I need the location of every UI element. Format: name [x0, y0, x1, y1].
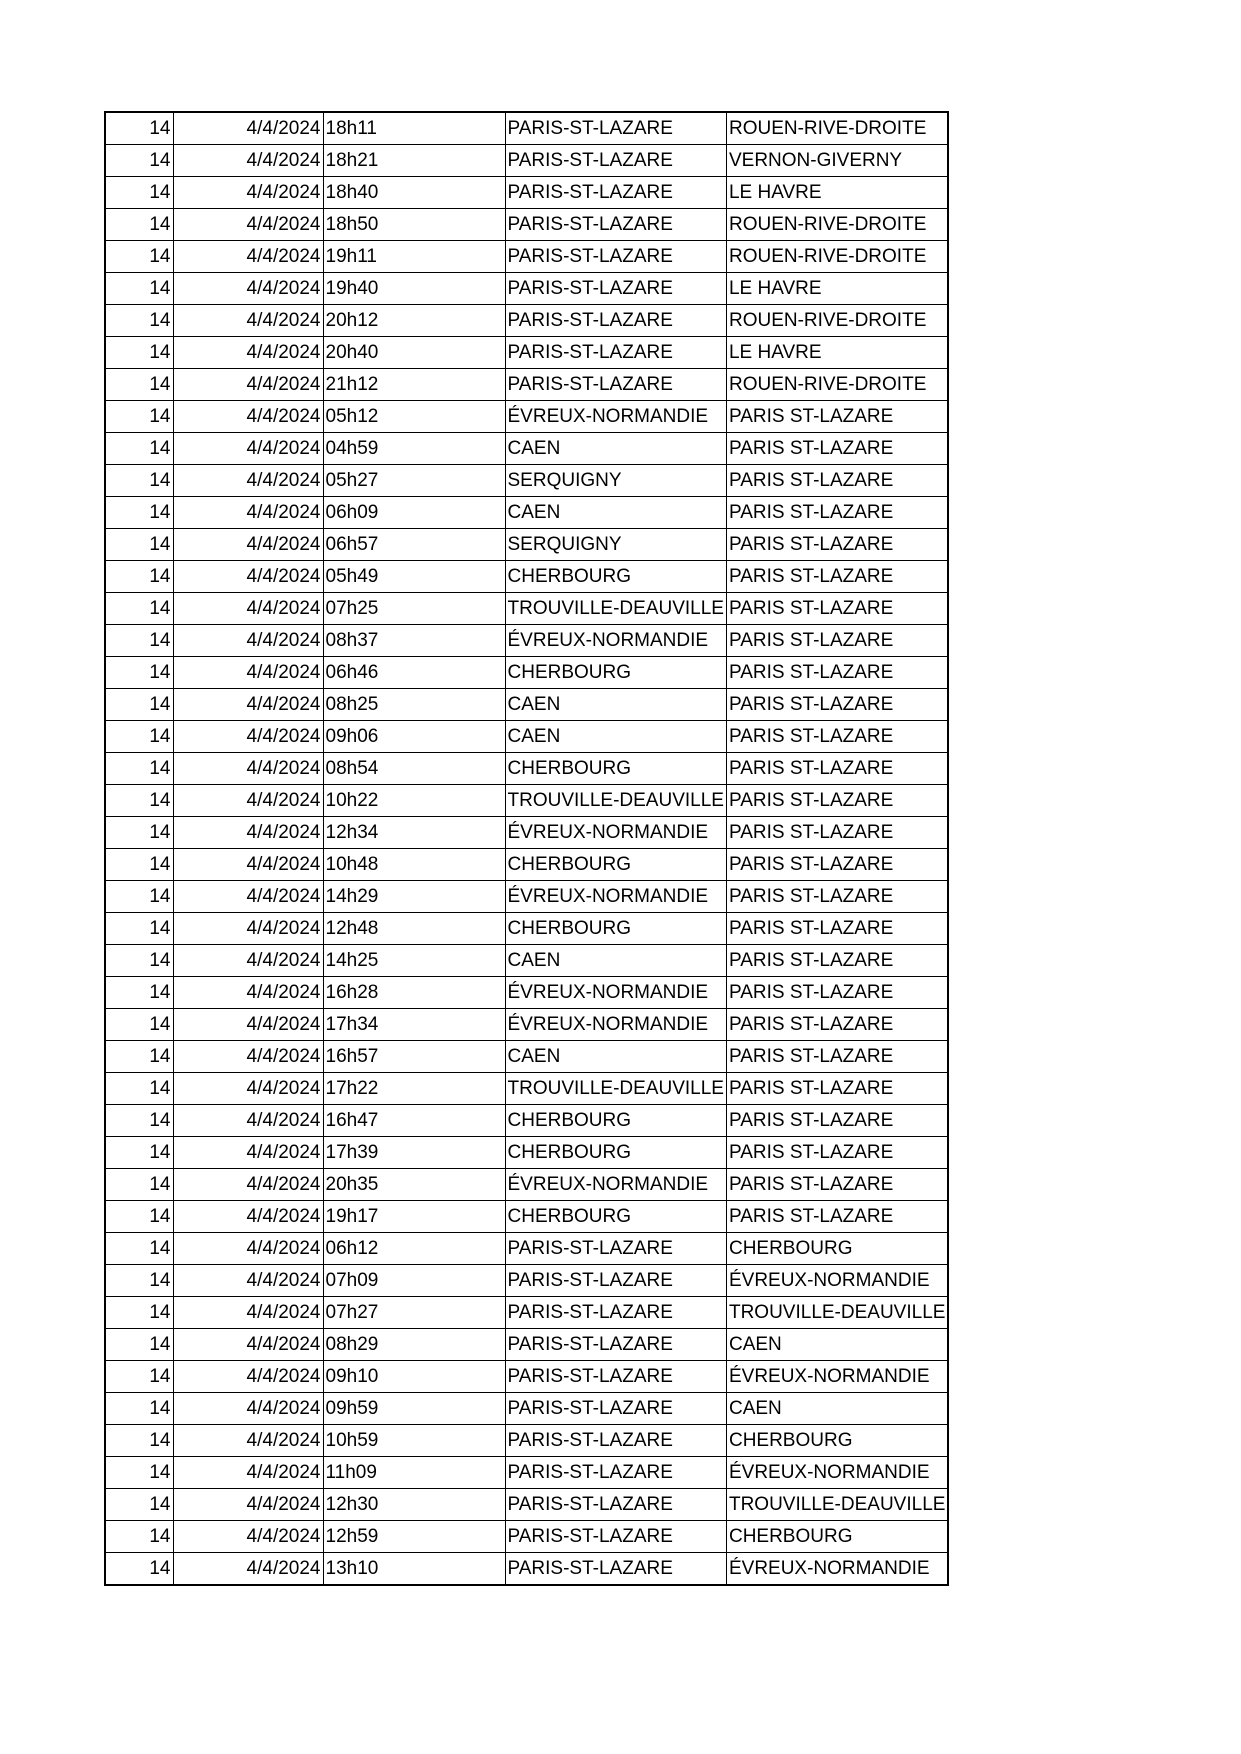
origin-station-cell: PARIS-ST-LAZARE [505, 177, 726, 209]
line-number-cell: 14 [105, 497, 173, 529]
destination-station-cell: PARIS ST-LAZARE [726, 1169, 948, 1201]
destination-station-cell: PARIS ST-LAZARE [726, 1105, 948, 1137]
line-number-cell: 14 [105, 465, 173, 497]
table-row [105, 433, 948, 465]
table-row [105, 1265, 948, 1297]
table-row [105, 145, 948, 177]
date-cell: 4/4/2024 [173, 1297, 323, 1329]
destination-station-cell: PARIS ST-LAZARE [726, 1041, 948, 1073]
line-number-cell: 14 [105, 1361, 173, 1393]
line-number-cell: 14 [105, 305, 173, 337]
origin-station-cell: CAEN [505, 1041, 726, 1073]
departure-time-cell: 05h49 [323, 561, 505, 593]
line-number-cell: 14 [105, 849, 173, 881]
date-cell: 4/4/2024 [173, 1265, 323, 1297]
table-row [105, 721, 948, 753]
origin-station-cell: PARIS-ST-LAZARE [505, 1521, 726, 1553]
departure-time-cell: 09h10 [323, 1361, 505, 1393]
origin-station-cell: PARIS-ST-LAZARE [505, 112, 726, 145]
departure-time-cell: 07h25 [323, 593, 505, 625]
date-cell: 4/4/2024 [173, 273, 323, 305]
schedule-table [104, 111, 949, 1586]
date-cell: 4/4/2024 [173, 1329, 323, 1361]
departure-time-cell: 12h30 [323, 1489, 505, 1521]
destination-station-cell: ROUEN-RIVE-DROITE [726, 112, 948, 145]
table-row [105, 785, 948, 817]
departure-time-cell: 10h59 [323, 1425, 505, 1457]
origin-station-cell: CHERBOURG [505, 753, 726, 785]
departure-time-cell: 06h12 [323, 1233, 505, 1265]
table-row [105, 529, 948, 561]
destination-station-cell: PARIS ST-LAZARE [726, 881, 948, 913]
destination-station-cell: ÉVREUX-NORMANDIE [726, 1457, 948, 1489]
date-cell: 4/4/2024 [173, 561, 323, 593]
destination-station-cell: ROUEN-RIVE-DROITE [726, 369, 948, 401]
table-row [105, 112, 948, 145]
origin-station-cell: ÉVREUX-NORMANDIE [505, 1009, 726, 1041]
destination-station-cell: PARIS ST-LAZARE [726, 913, 948, 945]
table-row [105, 945, 948, 977]
line-number-cell: 14 [105, 1009, 173, 1041]
departure-time-cell: 14h25 [323, 945, 505, 977]
line-number-cell: 14 [105, 1137, 173, 1169]
departure-time-cell: 12h48 [323, 913, 505, 945]
table-row [105, 209, 948, 241]
table-row [105, 625, 948, 657]
departure-time-cell: 10h22 [323, 785, 505, 817]
origin-station-cell: CAEN [505, 689, 726, 721]
origin-station-cell: PARIS-ST-LAZARE [505, 273, 726, 305]
line-number-cell: 14 [105, 721, 173, 753]
departure-time-cell: 12h34 [323, 817, 505, 849]
departure-time-cell: 19h40 [323, 273, 505, 305]
departure-time-cell: 06h57 [323, 529, 505, 561]
line-number-cell: 14 [105, 625, 173, 657]
table-row [105, 977, 948, 1009]
destination-station-cell: PARIS ST-LAZARE [726, 657, 948, 689]
table-row [105, 1169, 948, 1201]
line-number-cell: 14 [105, 241, 173, 273]
line-number-cell: 14 [105, 273, 173, 305]
departure-time-cell: 11h09 [323, 1457, 505, 1489]
table-row [105, 1329, 948, 1361]
table-row [105, 1009, 948, 1041]
destination-station-cell: PARIS ST-LAZARE [726, 593, 948, 625]
date-cell: 4/4/2024 [173, 1201, 323, 1233]
table-row [105, 465, 948, 497]
destination-station-cell: ÉVREUX-NORMANDIE [726, 1265, 948, 1297]
origin-station-cell: PARIS-ST-LAZARE [505, 369, 726, 401]
table-row [105, 753, 948, 785]
line-number-cell: 14 [105, 401, 173, 433]
origin-station-cell: TROUVILLE-DEAUVILLE [505, 1073, 726, 1105]
line-number-cell: 14 [105, 785, 173, 817]
origin-station-cell: PARIS-ST-LAZARE [505, 1489, 726, 1521]
line-number-cell: 14 [105, 112, 173, 145]
date-cell: 4/4/2024 [173, 433, 323, 465]
destination-station-cell: CHERBOURG [726, 1521, 948, 1553]
line-number-cell: 14 [105, 689, 173, 721]
origin-station-cell: PARIS-ST-LAZARE [505, 1361, 726, 1393]
origin-station-cell: PARIS-ST-LAZARE [505, 1265, 726, 1297]
origin-station-cell: PARIS-ST-LAZARE [505, 1233, 726, 1265]
table-row [105, 1297, 948, 1329]
date-cell: 4/4/2024 [173, 785, 323, 817]
line-number-cell: 14 [105, 977, 173, 1009]
origin-station-cell: TROUVILLE-DEAUVILLE [505, 593, 726, 625]
departure-time-cell: 14h29 [323, 881, 505, 913]
origin-station-cell: SERQUIGNY [505, 465, 726, 497]
origin-station-cell: PARIS-ST-LAZARE [505, 1393, 726, 1425]
line-number-cell: 14 [105, 1297, 173, 1329]
table-row [105, 881, 948, 913]
line-number-cell: 14 [105, 369, 173, 401]
date-cell: 4/4/2024 [173, 369, 323, 401]
destination-station-cell: ROUEN-RIVE-DROITE [726, 241, 948, 273]
departure-time-cell: 17h34 [323, 1009, 505, 1041]
destination-station-cell: CAEN [726, 1329, 948, 1361]
origin-station-cell: TROUVILLE-DEAUVILLE [505, 785, 726, 817]
date-cell: 4/4/2024 [173, 112, 323, 145]
departure-time-cell: 17h39 [323, 1137, 505, 1169]
origin-station-cell: CHERBOURG [505, 1201, 726, 1233]
departure-time-cell: 21h12 [323, 369, 505, 401]
date-cell: 4/4/2024 [173, 1041, 323, 1073]
destination-station-cell: PARIS ST-LAZARE [726, 497, 948, 529]
table-row [105, 593, 948, 625]
origin-station-cell: PARIS-ST-LAZARE [505, 337, 726, 369]
line-number-cell: 14 [105, 753, 173, 785]
destination-station-cell: PARIS ST-LAZARE [726, 1201, 948, 1233]
table-row [105, 369, 948, 401]
line-number-cell: 14 [105, 1329, 173, 1361]
date-cell: 4/4/2024 [173, 657, 323, 689]
departure-time-cell: 08h37 [323, 625, 505, 657]
table-row [105, 1233, 948, 1265]
origin-station-cell: ÉVREUX-NORMANDIE [505, 1169, 726, 1201]
date-cell: 4/4/2024 [173, 977, 323, 1009]
date-cell: 4/4/2024 [173, 1009, 323, 1041]
origin-station-cell: ÉVREUX-NORMANDIE [505, 625, 726, 657]
destination-station-cell: PARIS ST-LAZARE [726, 721, 948, 753]
line-number-cell: 14 [105, 145, 173, 177]
destination-station-cell: PARIS ST-LAZARE [726, 465, 948, 497]
line-number-cell: 14 [105, 209, 173, 241]
departure-time-cell: 04h59 [323, 433, 505, 465]
table-row [105, 1489, 948, 1521]
date-cell: 4/4/2024 [173, 625, 323, 657]
line-number-cell: 14 [105, 177, 173, 209]
departure-time-cell: 08h29 [323, 1329, 505, 1361]
departure-time-cell: 12h59 [323, 1521, 505, 1553]
origin-station-cell: SERQUIGNY [505, 529, 726, 561]
table-row [105, 561, 948, 593]
line-number-cell: 14 [105, 1169, 173, 1201]
table-row [105, 401, 948, 433]
line-number-cell: 14 [105, 1457, 173, 1489]
table-row [105, 1201, 948, 1233]
destination-station-cell: LE HAVRE [726, 337, 948, 369]
origin-station-cell: CAEN [505, 721, 726, 753]
origin-station-cell: PARIS-ST-LAZARE [505, 1329, 726, 1361]
table-row [105, 1073, 948, 1105]
line-number-cell: 14 [105, 1393, 173, 1425]
line-number-cell: 14 [105, 1553, 173, 1586]
date-cell: 4/4/2024 [173, 1169, 323, 1201]
table-row [105, 1041, 948, 1073]
origin-station-cell: PARIS-ST-LAZARE [505, 1297, 726, 1329]
table-row [105, 689, 948, 721]
line-number-cell: 14 [105, 945, 173, 977]
table-row [105, 273, 948, 305]
destination-station-cell: PARIS ST-LAZARE [726, 433, 948, 465]
date-cell: 4/4/2024 [173, 1521, 323, 1553]
departure-time-cell: 10h48 [323, 849, 505, 881]
destination-station-cell: CHERBOURG [726, 1233, 948, 1265]
destination-station-cell: PARIS ST-LAZARE [726, 1009, 948, 1041]
date-cell: 4/4/2024 [173, 209, 323, 241]
destination-station-cell: PARIS ST-LAZARE [726, 977, 948, 1009]
line-number-cell: 14 [105, 817, 173, 849]
departure-time-cell: 19h11 [323, 241, 505, 273]
origin-station-cell: PARIS-ST-LAZARE [505, 1553, 726, 1586]
date-cell: 4/4/2024 [173, 689, 323, 721]
table-row [105, 817, 948, 849]
destination-station-cell: PARIS ST-LAZARE [726, 625, 948, 657]
destination-station-cell: PARIS ST-LAZARE [726, 689, 948, 721]
date-cell: 4/4/2024 [173, 1425, 323, 1457]
origin-station-cell: ÉVREUX-NORMANDIE [505, 817, 726, 849]
origin-station-cell: CHERBOURG [505, 913, 726, 945]
departure-time-cell: 18h21 [323, 145, 505, 177]
destination-station-cell: ROUEN-RIVE-DROITE [726, 209, 948, 241]
destination-station-cell: PARIS ST-LAZARE [726, 529, 948, 561]
table-row [105, 913, 948, 945]
origin-station-cell: CHERBOURG [505, 1105, 726, 1137]
date-cell: 4/4/2024 [173, 241, 323, 273]
date-cell: 4/4/2024 [173, 881, 323, 913]
table-row [105, 1361, 948, 1393]
departure-time-cell: 16h47 [323, 1105, 505, 1137]
line-number-cell: 14 [105, 561, 173, 593]
table-row [105, 1105, 948, 1137]
departure-time-cell: 18h11 [323, 112, 505, 145]
origin-station-cell: CHERBOURG [505, 1137, 726, 1169]
departure-time-cell: 18h40 [323, 177, 505, 209]
line-number-cell: 14 [105, 433, 173, 465]
date-cell: 4/4/2024 [173, 1361, 323, 1393]
departure-time-cell: 17h22 [323, 1073, 505, 1105]
destination-station-cell: CAEN [726, 1393, 948, 1425]
departure-time-cell: 05h27 [323, 465, 505, 497]
table-row [105, 337, 948, 369]
origin-station-cell: PARIS-ST-LAZARE [505, 209, 726, 241]
origin-station-cell: PARIS-ST-LAZARE [505, 305, 726, 337]
departure-time-cell: 16h28 [323, 977, 505, 1009]
date-cell: 4/4/2024 [173, 913, 323, 945]
table-row [105, 1457, 948, 1489]
line-number-cell: 14 [105, 593, 173, 625]
destination-station-cell: CHERBOURG [726, 1425, 948, 1457]
table-row [105, 241, 948, 273]
departure-time-cell: 07h27 [323, 1297, 505, 1329]
table-row [105, 849, 948, 881]
line-number-cell: 14 [105, 1425, 173, 1457]
departure-time-cell: 09h59 [323, 1393, 505, 1425]
date-cell: 4/4/2024 [173, 145, 323, 177]
departure-time-cell: 20h35 [323, 1169, 505, 1201]
table-row [105, 1137, 948, 1169]
line-number-cell: 14 [105, 337, 173, 369]
departure-time-cell: 13h10 [323, 1553, 505, 1586]
departure-time-cell: 09h06 [323, 721, 505, 753]
date-cell: 4/4/2024 [173, 497, 323, 529]
date-cell: 4/4/2024 [173, 1489, 323, 1521]
departure-time-cell: 18h50 [323, 209, 505, 241]
date-cell: 4/4/2024 [173, 305, 323, 337]
origin-station-cell: CAEN [505, 433, 726, 465]
departure-time-cell: 20h12 [323, 305, 505, 337]
table-row [105, 1425, 948, 1457]
table-row [105, 305, 948, 337]
line-number-cell: 14 [105, 1265, 173, 1297]
departure-time-cell: 16h57 [323, 1041, 505, 1073]
table-row [105, 1553, 948, 1586]
line-number-cell: 14 [105, 1073, 173, 1105]
destination-station-cell: PARIS ST-LAZARE [726, 401, 948, 433]
origin-station-cell: CAEN [505, 497, 726, 529]
departure-time-cell: 06h09 [323, 497, 505, 529]
destination-station-cell: ÉVREUX-NORMANDIE [726, 1361, 948, 1393]
table-row [105, 1521, 948, 1553]
line-number-cell: 14 [105, 1041, 173, 1073]
destination-station-cell: TROUVILLE-DEAUVILLE [726, 1297, 948, 1329]
date-cell: 4/4/2024 [173, 1233, 323, 1265]
origin-station-cell: ÉVREUX-NORMANDIE [505, 401, 726, 433]
destination-station-cell: PARIS ST-LAZARE [726, 817, 948, 849]
departure-time-cell: 08h25 [323, 689, 505, 721]
date-cell: 4/4/2024 [173, 1137, 323, 1169]
line-number-cell: 14 [105, 1201, 173, 1233]
date-cell: 4/4/2024 [173, 1553, 323, 1586]
line-number-cell: 14 [105, 1105, 173, 1137]
origin-station-cell: PARIS-ST-LAZARE [505, 241, 726, 273]
line-number-cell: 14 [105, 529, 173, 561]
date-cell: 4/4/2024 [173, 1393, 323, 1425]
line-number-cell: 14 [105, 881, 173, 913]
date-cell: 4/4/2024 [173, 945, 323, 977]
date-cell: 4/4/2024 [173, 401, 323, 433]
departure-time-cell: 07h09 [323, 1265, 505, 1297]
date-cell: 4/4/2024 [173, 337, 323, 369]
destination-station-cell: LE HAVRE [726, 273, 948, 305]
date-cell: 4/4/2024 [173, 849, 323, 881]
origin-station-cell: ÉVREUX-NORMANDIE [505, 977, 726, 1009]
origin-station-cell: PARIS-ST-LAZARE [505, 1425, 726, 1457]
origin-station-cell: PARIS-ST-LAZARE [505, 145, 726, 177]
origin-station-cell: CHERBOURG [505, 849, 726, 881]
line-number-cell: 14 [105, 1521, 173, 1553]
schedule-table-body [105, 112, 948, 1585]
destination-station-cell: PARIS ST-LAZARE [726, 785, 948, 817]
date-cell: 4/4/2024 [173, 721, 323, 753]
destination-station-cell: PARIS ST-LAZARE [726, 945, 948, 977]
line-number-cell: 14 [105, 657, 173, 689]
date-cell: 4/4/2024 [173, 177, 323, 209]
table-row [105, 1393, 948, 1425]
destination-station-cell: PARIS ST-LAZARE [726, 561, 948, 593]
date-cell: 4/4/2024 [173, 1105, 323, 1137]
departure-time-cell: 20h40 [323, 337, 505, 369]
departure-time-cell: 19h17 [323, 1201, 505, 1233]
origin-station-cell: ÉVREUX-NORMANDIE [505, 881, 726, 913]
departure-time-cell: 05h12 [323, 401, 505, 433]
destination-station-cell: ÉVREUX-NORMANDIE [726, 1553, 948, 1586]
date-cell: 4/4/2024 [173, 817, 323, 849]
destination-station-cell: PARIS ST-LAZARE [726, 1073, 948, 1105]
date-cell: 4/4/2024 [173, 1457, 323, 1489]
table-row [105, 177, 948, 209]
destination-station-cell: LE HAVRE [726, 177, 948, 209]
origin-station-cell: CHERBOURG [505, 657, 726, 689]
date-cell: 4/4/2024 [173, 753, 323, 785]
date-cell: 4/4/2024 [173, 1073, 323, 1105]
destination-station-cell: PARIS ST-LAZARE [726, 753, 948, 785]
destination-station-cell: VERNON-GIVERNY [726, 145, 948, 177]
date-cell: 4/4/2024 [173, 529, 323, 561]
departure-time-cell: 06h46 [323, 657, 505, 689]
table-row [105, 497, 948, 529]
origin-station-cell: CHERBOURG [505, 561, 726, 593]
destination-station-cell: TROUVILLE-DEAUVILLE [726, 1489, 948, 1521]
departure-time-cell: 08h54 [323, 753, 505, 785]
line-number-cell: 14 [105, 913, 173, 945]
destination-station-cell: ROUEN-RIVE-DROITE [726, 305, 948, 337]
destination-station-cell: PARIS ST-LAZARE [726, 1137, 948, 1169]
destination-station-cell: PARIS ST-LAZARE [726, 849, 948, 881]
line-number-cell: 14 [105, 1233, 173, 1265]
table-row [105, 657, 948, 689]
date-cell: 4/4/2024 [173, 465, 323, 497]
origin-station-cell: CAEN [505, 945, 726, 977]
date-cell: 4/4/2024 [173, 593, 323, 625]
line-number-cell: 14 [105, 1489, 173, 1521]
origin-station-cell: PARIS-ST-LAZARE [505, 1457, 726, 1489]
